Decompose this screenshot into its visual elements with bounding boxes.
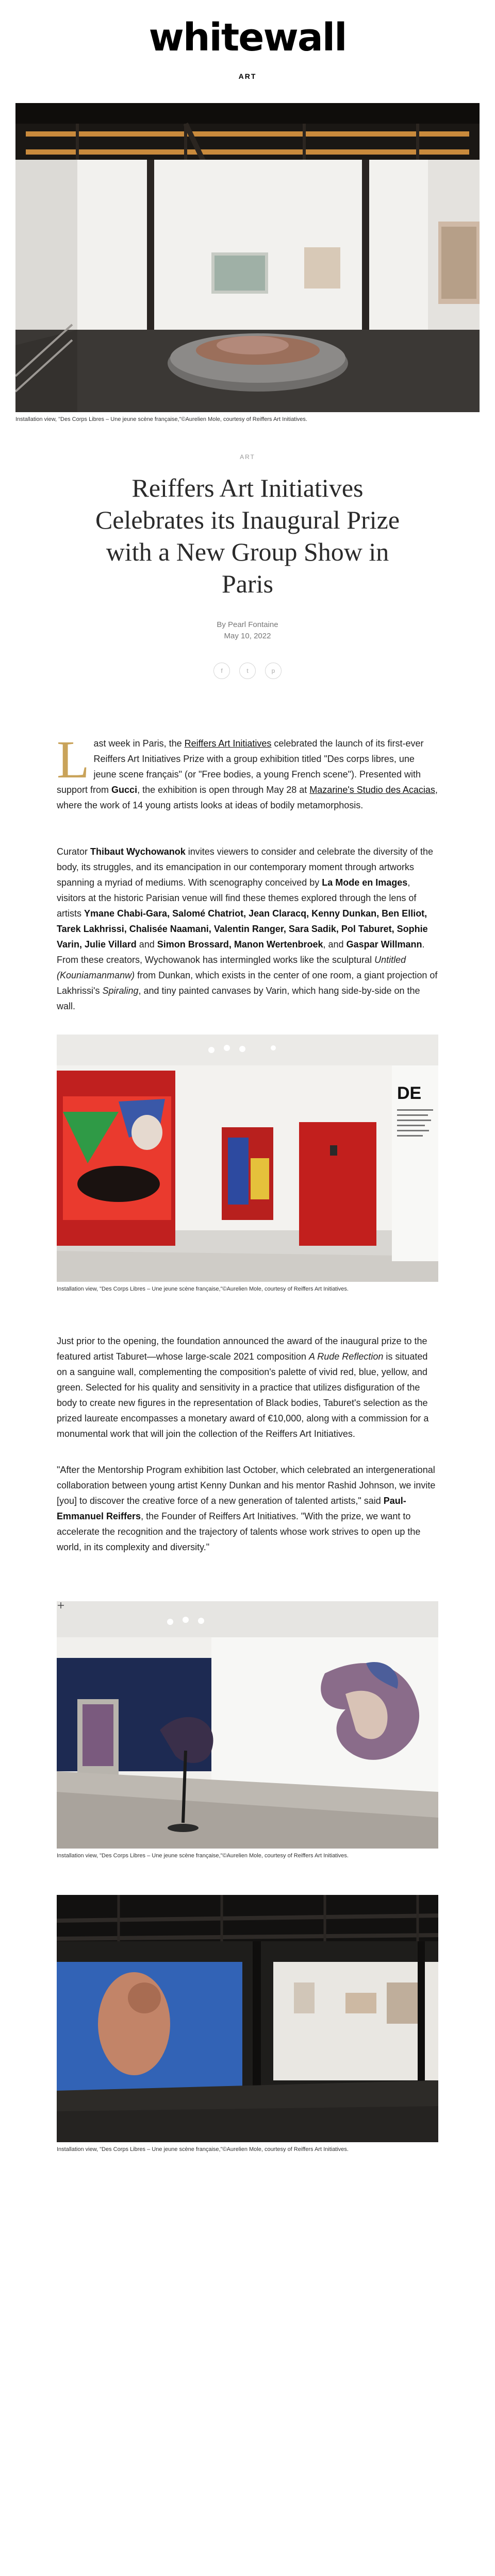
- text: celebrated the launch of its first-ever Reiffers Art Initiatives Prize with a group exhibition titled "Des corps libres, une jeune scene français" (or "Free bodies, a young French scene"). Presented with support from: [57, 738, 424, 795]
- site-header: [0, 0, 495, 103]
- paragraph-prize: [57, 1333, 438, 1442]
- figure-1-image: [57, 1035, 438, 1282]
- hero-caption: Installation view, "Des Corps Libres – Une jeune scène française,"©Aurelien Mole, courtesy of Reiffers Art Initiatives.: [15, 416, 307, 422]
- figure-1: [0, 1035, 495, 1292]
- text: ast week in Paris, the: [93, 738, 185, 749]
- hero-image: [15, 103, 480, 412]
- text: is situated on a sanguine wall, complementing the composition's palette of vivid red, blue, yellow, and green. Selected for his quality and sensitivity in a practice that utilizes disfiguration of the body to create new figures in the representation of Black bodies, Taburet's selection as the prized laureate encompasses a monetary award of €10,000, along with a commission for a monumental work that will join the collection of the Reiffers Art Initiatives.: [57, 1351, 429, 1439]
- pinterest-share-button[interactable]: p: [265, 663, 282, 679]
- figure-3-caption: Installation view, "Des Corps Libres – Une jeune scène française,"©Aurelien Mole, courtesy of Reiffers Art Initiatives.: [57, 2146, 349, 2153]
- link-reiffers-art-initiatives[interactable]: Reiffers Art Initiatives: [184, 738, 272, 749]
- bold-founder: Paul-Emmanuel Reiffers: [57, 1496, 406, 1521]
- red-walls-installation-photo: [57, 1035, 438, 1282]
- figure-1-caption: Installation view, "Des Corps Libres – Une jeune scène française,"©Aurelien Mole, courtesy of Reiffers Art Initiatives.: [57, 1286, 349, 1292]
- work-rude-reflection: A Rude Reflection: [308, 1351, 384, 1362]
- article-body: [57, 730, 438, 1014]
- paragraph-curator: [57, 844, 438, 1014]
- text: , where the work of 14 young artists looks at ideas of bodily metamorphosis.: [57, 785, 438, 810]
- text: , and: [323, 939, 346, 950]
- text: invites viewers to consider and celebrate the diversity of the body, its struggles, and its emancipation in our contemporary moment through artworks spanning a myriad of mediums. With scenography conceived by: [57, 846, 433, 888]
- section-nav-label[interactable]: ART: [238, 72, 257, 80]
- text: , the exhibition is open through May 28 at: [137, 785, 310, 795]
- work-untitled: Untitled (Kouniamanmanw): [57, 955, 406, 980]
- bold-curator: Thibaut Wychowanok: [90, 846, 186, 857]
- bold-artists-1: Ymane Chabi-Gara, Salomé Chatriot, Jean Claracq, Kenny Dunkan, Ben Elliot, Tarek Lakhrissi, Chalisée Naamani, Valentin Ranger, Sara Sadik, Pol Taburet, Sophie Varin, Julie Villard: [57, 908, 428, 950]
- text: Just prior to the opening, the foundation announced the award of the inaugural prize to the featured artist Taburet—whose large-scale 2021 composition: [57, 1336, 427, 1362]
- text: from Dunkan, which exists in the center of one room, a giant projection of Lakhrissi's: [57, 970, 438, 996]
- text: , visitors at the historic Parisian venue will find these themes explored through the lens of artists: [57, 877, 417, 919]
- share-bar: [0, 663, 495, 679]
- figure-3: [0, 1895, 495, 2153]
- figure-3-image: [57, 1895, 438, 2142]
- article-title: Reiffers Art Initiatives Celebrates its Inaugural Prize with a New Group Show in Paris: [95, 473, 400, 598]
- work-spiraling: Spiraling: [102, 986, 139, 996]
- figure-2: [0, 1601, 495, 1859]
- text: Curator: [57, 846, 91, 857]
- bold-gucci: Gucci: [111, 785, 138, 795]
- wall-title-text: DE: [397, 1083, 422, 1103]
- bold-artists-3: Gaspar Willmann: [346, 939, 422, 950]
- link-mazarine-studio[interactable]: Mazarine's Studio des Acacias: [309, 785, 435, 795]
- figure-2-image: [57, 1601, 438, 1849]
- bold-artists-2: Simon Brossard, Manon Wertenbroek: [157, 939, 323, 950]
- twitter-share-button[interactable]: t: [239, 663, 256, 679]
- bold-la-mode: La Mode en Images: [322, 877, 408, 888]
- text: , and tiny painted canvases by Varin, which hang side-by-side on the wall.: [57, 986, 420, 1011]
- paragraph-intro: [57, 730, 438, 813]
- whitewall-logo[interactable]: whitewall: [148, 15, 346, 60]
- facebook-share-button[interactable]: f: [213, 663, 230, 679]
- dark-projection-installation-photo: [57, 1895, 438, 2142]
- hero-installation-photo: [15, 103, 480, 412]
- article-date: May 10, 2022: [224, 632, 271, 640]
- drop-cap: L: [57, 730, 90, 789]
- article-byline: By Pearl Fontaine: [217, 620, 278, 629]
- paragraph-quote: [57, 1462, 438, 1555]
- text: . From these creators, Wychowanok has intermingled works like the sculptural: [57, 939, 425, 965]
- text: "After the Mentorship Program exhibition last October, which celebrated an intergenerational collaboration between young artist Kenny Dunkan and his mentor Rashid Johnson, we invite [you] to discover the creative force of a new generation of talented artists," said: [57, 1465, 436, 1506]
- text: and: [136, 939, 157, 950]
- projection-room-installation-photo: [57, 1601, 438, 1849]
- article-kicker[interactable]: ART: [240, 453, 255, 461]
- article-body-2: [57, 1333, 438, 1555]
- figure-2-caption: Installation view, "Des Corps Libres – Une jeune scène française,"©Aurelien Mole, courtesy of Reiffers Art Initiatives.: [57, 1853, 349, 1859]
- text: , the Founder of Reiffers Art Initiatives. "With the prize, we want to accelerate the recognition and the trajectory of talents whose work strives to open up the world, in its complexity and diversity.": [57, 1511, 421, 1552]
